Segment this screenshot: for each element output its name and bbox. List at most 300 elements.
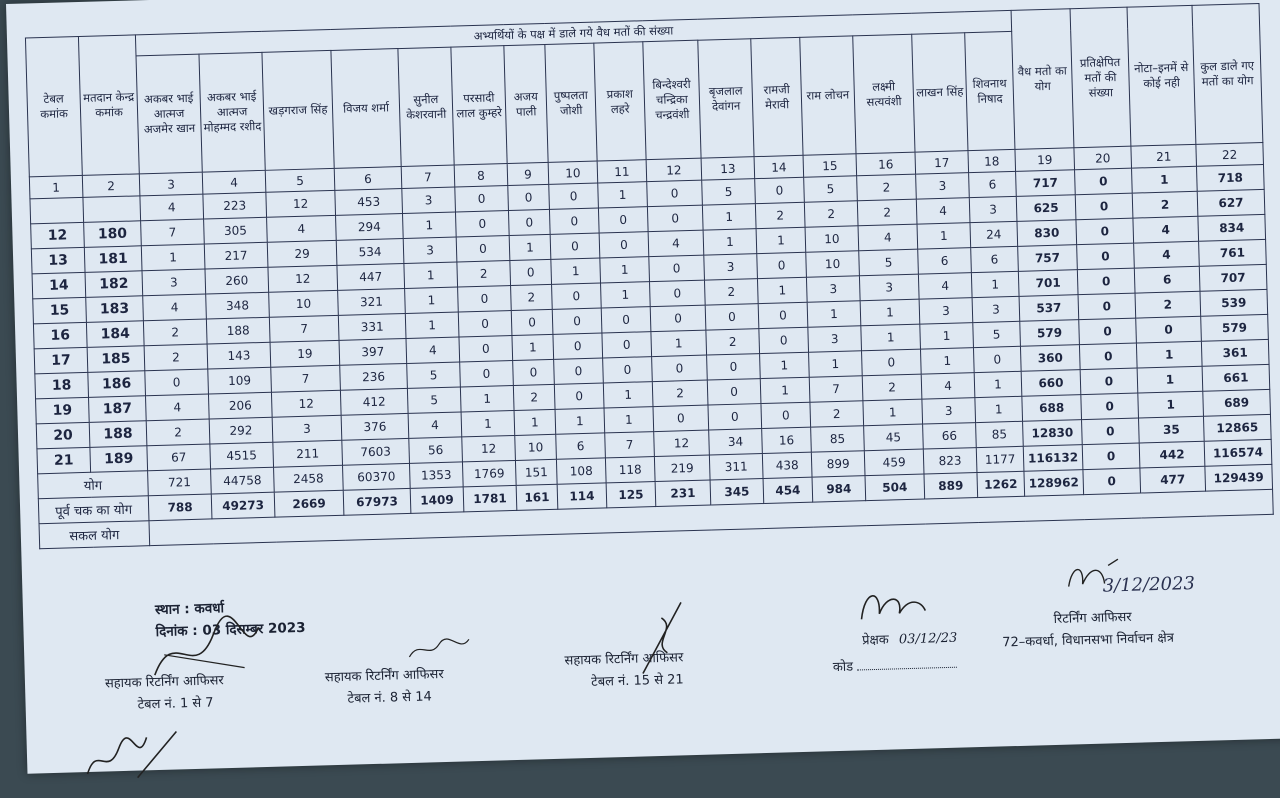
value-cell: 6 [1134, 266, 1200, 293]
value-cell: 4 [145, 394, 209, 421]
value-cell: 345 [710, 479, 764, 505]
place-label: स्थान : कवर्धा [154, 600, 225, 619]
value-cell: 1 [809, 351, 863, 377]
value-cell: 0 [455, 211, 509, 237]
value-cell: 4 [916, 198, 970, 224]
value-cell: 114 [557, 483, 607, 509]
column-number: 1 [29, 175, 83, 198]
value-cell: 56 [409, 437, 463, 463]
value-cell: 231 [655, 480, 711, 507]
value-cell: 4 [406, 337, 460, 363]
value-cell: 1 [555, 408, 605, 434]
value-cell: 6 [971, 246, 1019, 272]
value-cell: 6 [918, 248, 972, 274]
header-candidate-11: बृजलाल देवांगन [698, 39, 754, 158]
column-number: 7 [401, 165, 455, 188]
value-cell: 0 [550, 233, 600, 259]
total-row-label: योग [38, 471, 149, 499]
value-cell: 0 [755, 177, 805, 203]
value-cell: 0 [549, 183, 599, 209]
value-cell: 579 [1201, 314, 1269, 341]
value-cell: 625 [1016, 195, 1076, 222]
value-cell: 0 [458, 311, 512, 337]
value-cell: 6 [556, 433, 606, 459]
value-cell: 1 [404, 262, 458, 288]
column-number: 22 [1196, 142, 1264, 166]
value-cell: 4 [1133, 216, 1199, 243]
value-cell: 0 [508, 184, 550, 210]
value-cell: 348 [206, 292, 270, 319]
value-cell: 0 [511, 309, 553, 335]
value-cell: 0 [1076, 218, 1134, 245]
table-number-cell: 12 [31, 222, 85, 248]
column-number: 3 [139, 172, 203, 196]
value-cell: 3 [806, 276, 860, 302]
value-cell: 109 [208, 367, 272, 394]
value-cell: 4515 [210, 442, 274, 469]
value-cell: 5 [407, 362, 461, 388]
table-number-cell: 13 [31, 247, 85, 273]
aro2-title: सहायक रिटर्निंग आफिसर [324, 667, 444, 686]
value-cell: 688 [1022, 395, 1082, 422]
value-cell: 360 [1020, 345, 1080, 372]
value-cell: 1 [757, 277, 807, 303]
value-cell: 823 [923, 448, 977, 474]
value-cell: 34 [709, 429, 763, 455]
value-cell: 0 [456, 236, 510, 262]
value-cell: 1 [971, 271, 1019, 297]
value-cell: 223 [203, 192, 267, 219]
header-candidate-5: सुनील केशरवानी [398, 47, 454, 166]
value-cell: 0 [649, 255, 705, 282]
header-nota: नोटा–इनमें से कोई नही [1127, 5, 1196, 146]
value-cell: 701 [1018, 270, 1078, 297]
value-cell: 0 [601, 307, 651, 333]
value-cell: 718 [1196, 164, 1264, 191]
value-cell: 539 [1200, 289, 1268, 316]
value-cell: 3 [916, 173, 970, 199]
table-number-cell: 17 [34, 347, 88, 373]
ro-signature [1062, 557, 1123, 593]
value-cell: 834 [1198, 214, 1266, 241]
value-cell: 3 [142, 269, 206, 296]
results-table [25, 3, 1274, 549]
value-cell: 0 [598, 207, 648, 233]
center-number-cell: 183 [86, 296, 144, 323]
ro-date: 3/12/2023 [1102, 573, 1196, 597]
value-cell: 45 [864, 424, 924, 451]
value-cell: 454 [763, 477, 813, 503]
result-sheet [6, 0, 1280, 774]
value-cell: 1 [917, 223, 971, 249]
column-number: 6 [334, 167, 402, 191]
value-cell: 1 [702, 204, 756, 230]
value-cell: 2 [857, 199, 917, 226]
value-cell: 707 [1199, 264, 1267, 291]
value-cell: 125 [606, 482, 656, 508]
value-cell: 10 [805, 226, 859, 252]
value-cell: 311 [709, 454, 763, 480]
value-cell: 899 [811, 451, 865, 477]
value-cell: 477 [1140, 466, 1206, 493]
header-candidate-7: अजय पाली [504, 44, 548, 163]
date-label: दिनांक : 03 दिसम्बर 2023 [155, 619, 306, 641]
value-cell: 12 [266, 190, 336, 217]
value-cell: 4 [143, 294, 207, 321]
header-candidate-13: राम लोचन [800, 36, 856, 155]
value-cell: 361 [1201, 339, 1269, 366]
value-cell: 1 [1132, 166, 1198, 193]
value-cell: 0 [862, 349, 922, 376]
value-cell: 116132 [1023, 445, 1083, 472]
table-number-cell [30, 197, 84, 223]
value-cell: 10 [806, 251, 860, 277]
value-cell: 0 [1077, 268, 1135, 295]
value-cell: 1262 [977, 471, 1025, 497]
value-cell: 85 [976, 421, 1024, 447]
value-cell: 442 [1139, 441, 1205, 468]
value-cell: 116574 [1204, 439, 1272, 466]
value-cell: 1 [509, 234, 551, 260]
value-cell: 7 [141, 219, 205, 246]
value-cell: 1353 [409, 462, 463, 488]
value-cell: 0 [1078, 293, 1136, 320]
value-cell: 151 [515, 459, 557, 485]
column-number: 21 [1131, 144, 1197, 168]
observer-signature [853, 582, 934, 624]
value-cell: 2 [457, 261, 511, 287]
value-cell: 1 [760, 352, 810, 378]
table-number-cell: 15 [33, 297, 87, 323]
value-cell: 0 [647, 180, 703, 207]
value-cell: 0 [1079, 318, 1137, 345]
value-cell: 0 [1083, 468, 1141, 495]
value-cell: 1 [512, 334, 554, 360]
value-cell: 2 [652, 380, 708, 407]
value-cell: 447 [337, 263, 405, 290]
value-cell: 0 [759, 327, 809, 353]
value-cell: 376 [341, 413, 409, 440]
value-cell: 0 [652, 355, 708, 382]
value-cell: 1 [551, 258, 601, 284]
value-cell: 12 [271, 390, 341, 417]
value-cell: 19 [270, 340, 340, 367]
value-cell: 67 [147, 444, 211, 471]
value-cell: 788 [148, 494, 212, 521]
value-cell: 4 [408, 412, 462, 438]
value-cell: 1 [460, 385, 514, 411]
header-candidate-6: परसादी लाल कुम्हरे [451, 46, 507, 165]
value-cell: 3 [969, 196, 1017, 222]
header-candidate-12: रामजी मेरावी [751, 37, 803, 156]
value-cell: 721 [148, 469, 212, 496]
center-number-cell: 188 [89, 421, 147, 448]
value-cell: 60370 [343, 463, 411, 490]
value-cell: 5 [702, 179, 756, 205]
observer-label [862, 628, 958, 649]
value-cell: 85 [811, 426, 865, 452]
value-cell: 1 [860, 299, 920, 326]
value-cell: 331 [338, 313, 406, 340]
value-cell: 12 [654, 430, 710, 457]
column-number: 13 [701, 157, 755, 180]
value-cell: 1 [604, 407, 654, 433]
value-cell: 2669 [274, 490, 344, 517]
value-cell: 1 [403, 212, 457, 238]
column-number: 5 [265, 168, 335, 192]
column-number: 19 [1015, 148, 1075, 172]
value-cell: 66 [923, 423, 977, 449]
value-cell: 1177 [976, 446, 1024, 472]
value-cell: 0 [761, 402, 811, 428]
value-cell: 4 [1134, 241, 1200, 268]
observer-date: 03/12/23 [898, 630, 958, 648]
value-cell: 889 [924, 473, 978, 499]
value-cell: 3 [919, 298, 973, 324]
value-cell: 1 [975, 396, 1023, 422]
value-cell: 0 [554, 383, 604, 409]
value-cell: 717 [1016, 170, 1076, 197]
column-number: 18 [968, 149, 1016, 172]
value-cell: 0 [650, 280, 706, 307]
value-cell: 0 [757, 252, 807, 278]
value-cell: 2 [862, 374, 922, 401]
value-cell: 1 [703, 229, 757, 255]
value-cell: 397 [339, 338, 407, 365]
value-cell: 49273 [211, 492, 275, 519]
value-cell: 0 [549, 208, 599, 234]
value-cell: 0 [708, 404, 762, 430]
value-cell: 0 [1075, 193, 1133, 220]
center-number-cell: 182 [85, 271, 143, 298]
center-number-cell: 186 [88, 371, 146, 398]
header-center-no: मतदान केन्द्र कमांक [78, 35, 139, 176]
value-cell: 211 [273, 440, 343, 467]
value-cell: 35 [1139, 416, 1205, 443]
value-cell: 4 [921, 373, 975, 399]
column-number: 16 [856, 152, 916, 176]
header-valid-votes: वैध मतो का योग [1011, 9, 1074, 150]
value-cell: 537 [1019, 295, 1079, 322]
value-cell: 1 [601, 282, 651, 308]
value-cell: 0 [145, 369, 209, 396]
value-cell: 1 [405, 312, 459, 338]
value-cell: 661 [1202, 364, 1270, 391]
value-cell: 1 [863, 399, 923, 426]
value-cell: 1 [807, 301, 861, 327]
header-candidate-14: लक्ष्मी सत्यवंशी [853, 34, 915, 154]
value-cell: 3 [403, 237, 457, 263]
value-cell: 0 [554, 358, 604, 384]
value-cell: 2 [755, 202, 805, 228]
value-cell: 579 [1020, 320, 1080, 347]
value-cell: 660 [1021, 370, 1081, 397]
column-number: 11 [597, 160, 647, 183]
value-cell: 0 [553, 333, 603, 359]
value-cell: 1 [1138, 391, 1204, 418]
value-cell: 689 [1203, 389, 1271, 416]
value-cell: 2 [704, 279, 758, 305]
center-number-cell: 181 [84, 246, 142, 273]
value-cell: 830 [1017, 220, 1077, 247]
aro1-title: सहायक रिटर्निंग आफिसर [104, 673, 224, 692]
column-number: 8 [454, 164, 508, 187]
value-cell: 1 [920, 323, 974, 349]
value-cell: 4 [648, 230, 704, 257]
value-cell: 0 [1136, 316, 1202, 343]
value-cell: 294 [336, 214, 404, 241]
value-cell: 305 [204, 217, 268, 244]
value-cell: 412 [340, 388, 408, 415]
value-cell: 761 [1199, 239, 1267, 266]
header-candidate-1: अकबर भाई आत्मज अजमेर खान [136, 54, 202, 174]
value-cell: 129439 [1205, 464, 1273, 491]
column-number: 15 [803, 154, 857, 177]
table-number-cell: 14 [32, 272, 86, 298]
value-cell: 118 [605, 457, 655, 483]
value-cell: 7 [271, 365, 341, 392]
center-number-cell: 185 [87, 346, 145, 373]
value-cell: 2 [143, 319, 207, 346]
value-cell: 1 [974, 371, 1022, 397]
value-cell: 206 [208, 392, 272, 419]
header-candidate-3: खड़गराज सिंह [262, 50, 334, 170]
value-cell: 1 [1137, 366, 1203, 393]
value-cell: 12830 [1023, 420, 1083, 447]
aro3-title: सहायक रिटर्निंग आफिसर [564, 650, 684, 669]
value-cell: 1 [756, 227, 806, 253]
value-cell: 6 [969, 171, 1017, 197]
bottom-signature [76, 721, 198, 784]
value-cell: 0 [1075, 168, 1133, 195]
header-candidate-16: शिवनाथ निषाद [965, 31, 1015, 150]
aro2-signature [404, 633, 475, 665]
value-cell: 7603 [342, 438, 410, 465]
value-cell: 0 [973, 346, 1021, 372]
value-cell: 10 [515, 434, 557, 460]
value-cell: 2 [810, 401, 864, 427]
table-number-cell: 21 [37, 447, 91, 473]
value-cell: 108 [556, 458, 606, 484]
value-cell: 0 [758, 302, 808, 328]
value-cell: 1 [461, 410, 515, 436]
header-total-votes: कुल डाले गए मतों का योग [1192, 4, 1263, 145]
value-cell: 0 [513, 359, 555, 385]
center-number-cell: 187 [89, 396, 147, 423]
observer-title: प्रेक्षक [861, 632, 890, 649]
value-cell: 44758 [211, 467, 275, 494]
column-number: 4 [202, 170, 266, 194]
value-cell: 5 [407, 387, 461, 413]
value-cell: 1 [141, 244, 205, 271]
ro-constituency: 72–कवर्धा, विधानसभा निर्वाचन क्षेत्र [1002, 630, 1175, 651]
value-cell: 3 [922, 398, 976, 424]
value-cell: 7 [809, 376, 863, 402]
value-cell: 1409 [410, 487, 464, 513]
value-cell: 4 [140, 194, 204, 221]
header-rejected-votes: प्रतिक्षेपित मतों की संख्या [1070, 7, 1131, 148]
value-cell: 2 [857, 174, 917, 201]
value-cell: 236 [340, 363, 408, 390]
value-cell: 2 [1135, 291, 1201, 318]
value-cell: 3 [704, 254, 758, 280]
value-cell: 2 [146, 419, 210, 446]
value-cell: 1 [603, 382, 653, 408]
table-number-cell: 16 [33, 322, 87, 348]
header-candidates-group: अभ्यर्थियों के पक्ष में डाले गये वैध मतों की संख्या [135, 10, 1011, 55]
column-number: 17 [915, 151, 969, 174]
value-cell: 0 [707, 379, 761, 405]
value-cell: 0 [458, 286, 512, 312]
value-cell: 1 [600, 257, 650, 283]
column-number: 10 [548, 161, 598, 184]
previous-total-row-label: पूर्व चक का योग [38, 496, 149, 524]
value-cell: 0 [1080, 368, 1138, 395]
value-cell: 2 [1132, 191, 1198, 218]
value-cell: 1781 [463, 485, 517, 511]
value-cell: 12 [462, 435, 516, 461]
value-cell: 5 [973, 321, 1021, 347]
value-cell: 0 [707, 354, 761, 380]
header-candidate-10: बिन्देश्वरी चन्द्रिका चन्द्रवंशी [643, 40, 701, 159]
value-cell: 1 [760, 377, 810, 403]
table-number-cell: 19 [36, 397, 90, 423]
value-cell: 0 [1082, 418, 1140, 445]
value-cell: 219 [654, 455, 710, 482]
aro1-tables: टेबल नं. 1 से 7 [137, 695, 214, 713]
value-cell: 4 [267, 215, 337, 242]
value-cell: 3 [272, 415, 342, 442]
value-cell: 0 [1081, 393, 1139, 420]
value-cell: 1 [920, 348, 974, 374]
value-cell: 2458 [274, 465, 344, 492]
value-cell: 0 [705, 304, 759, 330]
value-cell: 1 [514, 409, 556, 435]
value-cell: 12 [268, 265, 338, 292]
results-table-wrap [25, 3, 1274, 549]
value-cell: 2 [144, 344, 208, 371]
value-cell: 1769 [462, 460, 516, 486]
value-cell: 3 [859, 274, 919, 301]
value-cell: 188 [206, 317, 270, 344]
value-cell: 0 [552, 283, 602, 309]
value-cell: 24 [970, 221, 1018, 247]
aro2-tables: टेबल नं. 8 से 14 [347, 689, 433, 707]
value-cell: 292 [209, 417, 273, 444]
value-cell: 143 [207, 342, 271, 369]
value-cell: 0 [459, 336, 513, 362]
header-table-no: टेबल कमांक [25, 36, 82, 176]
value-cell: 3 [808, 326, 862, 352]
value-cell: 161 [516, 484, 558, 510]
value-cell: 1 [1136, 341, 1202, 368]
ro-title: रिटर्निंग आफिसर [1053, 609, 1132, 627]
value-cell: 459 [864, 449, 924, 476]
value-cell: 438 [762, 452, 812, 478]
value-cell: 0 [510, 259, 552, 285]
value-cell: 1 [651, 330, 707, 357]
value-cell: 0 [599, 232, 649, 258]
value-cell: 757 [1018, 245, 1078, 272]
value-cell: 0 [1077, 243, 1135, 270]
value-cell: 0 [1079, 343, 1137, 370]
value-cell: 0 [508, 209, 550, 235]
value-cell: 0 [603, 357, 653, 383]
code-field [833, 654, 958, 675]
value-cell: 1 [861, 324, 921, 351]
column-number: 14 [754, 155, 804, 178]
value-cell: 3 [972, 296, 1020, 322]
